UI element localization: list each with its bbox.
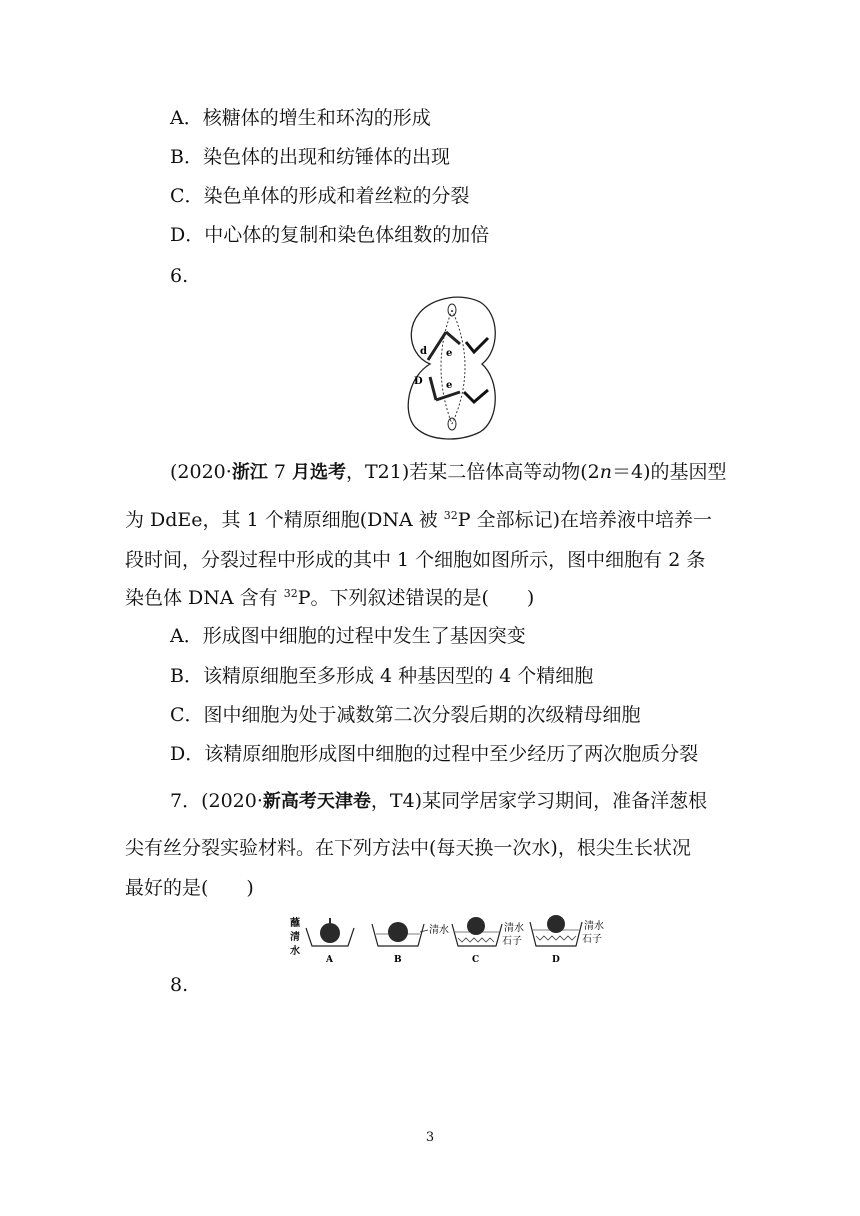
label-c-water: 清水: [504, 923, 524, 934]
label-d-water: 清水: [584, 921, 604, 932]
onion-b: [388, 922, 408, 942]
q6-number: 6.: [170, 265, 189, 287]
q5-option-a: A．核糖体的增生和环沟的形成: [170, 107, 431, 129]
q7-stem-line-3: 最好的是( ): [125, 877, 254, 899]
q6-option-d: D．该精原细胞形成图中细胞的过程中至少经历了两次胞质分裂: [170, 743, 699, 765]
q5-option-c: C．染色单体的形成和着丝粒的分裂: [170, 185, 470, 207]
onion-c: [467, 917, 485, 935]
q6-stem-line-1: (2020·浙江 7 月选考，T21)若某二倍体高等动物(2n＝4)的基因型: [170, 461, 727, 483]
onion-d: [547, 915, 565, 933]
stones-c: [458, 938, 494, 942]
figure-label-D: D: [414, 376, 423, 387]
q6-option-b: B．该精原细胞至多形成 4 种基因型的 4 个精细胞: [170, 665, 594, 687]
q7-stem-line-2: 尖有丝分裂实验材料。在下列方法中(每天换一次水)，根尖生长状况: [125, 837, 691, 859]
figure-label-e-bottom: e: [446, 380, 453, 391]
q5-option-d: D．中心体的复制和染色体组数的加倍: [170, 224, 490, 246]
q7-stem-line-1: 7．(2020·新高考天津卷，T4)某同学居家学习期间，准备洋葱根: [170, 790, 708, 812]
label-b: B: [394, 955, 402, 965]
q6-option-c: C．图中细胞为处于减数第二次分裂后期的次级精母细胞: [170, 704, 641, 726]
figure-label-e-top: e: [446, 348, 453, 359]
q8-number: 8.: [170, 974, 189, 996]
q6-option-a: A．形成图中细胞的过程中发生了基因突变: [170, 625, 526, 647]
label-d: D: [552, 955, 560, 965]
vertical-label-char-1: 蘸: [290, 918, 300, 929]
onion-setups-figure: [286, 910, 611, 966]
q5-option-b: B．染色体的出现和纺锤体的出现: [170, 146, 450, 168]
page-number: 3: [425, 1130, 435, 1145]
q6-stem-line-2: 为 DdEe，其 1 个精原细胞(DNA 被 $^{32}$P 全部标记)在培养液中培养一: [125, 509, 713, 531]
figure-label-d: d: [420, 346, 427, 357]
cell-division-figure: [400, 292, 508, 444]
label-b-water: 清水: [429, 925, 449, 936]
onion-a: [320, 923, 340, 943]
label-c: C: [472, 955, 480, 965]
q6-stem-line-3: 段时间，分裂过程中形成的其中 1 个细胞如图所示，图中细胞有 2 条: [125, 549, 706, 571]
label-d-stones: 石子: [582, 934, 602, 945]
stones-d: [536, 936, 576, 940]
q6-stem-line-4: 染色体 DNA 含有 $^{32}$P。下列叙述错误的是( ): [125, 587, 535, 609]
vertical-label-char-2: 清: [290, 932, 300, 943]
label-a: A: [326, 955, 333, 965]
label-c-stones: 石子: [502, 936, 522, 947]
vertical-label-char-3: 水: [290, 946, 300, 957]
